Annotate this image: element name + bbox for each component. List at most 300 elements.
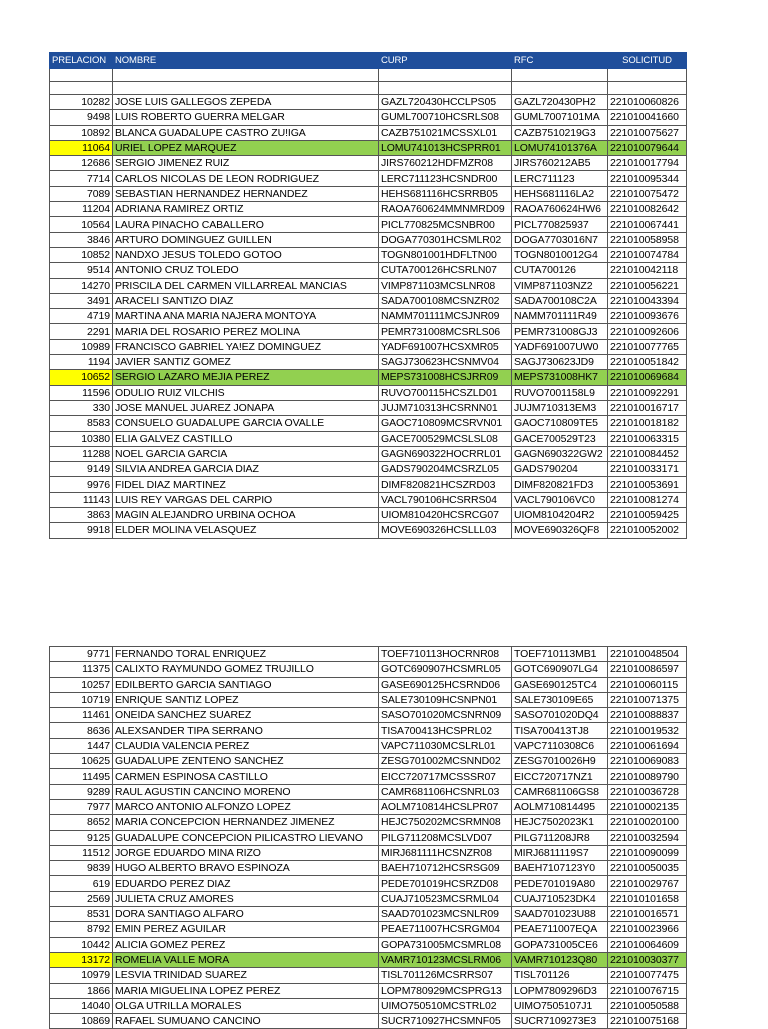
rfc-cell: HEJC7502023K1 xyxy=(512,815,608,830)
solicitud-cell: 221010067441 xyxy=(608,217,687,232)
prelacion-cell: 9918 xyxy=(50,523,113,538)
solicitud-cell: 221010063315 xyxy=(608,431,687,446)
curp-cell: GAGN690322HOCRRL01 xyxy=(379,446,512,461)
prelacion-cell: 10380 xyxy=(50,431,113,446)
nombre-cell: ELIA GALVEZ CASTILLO xyxy=(113,431,379,446)
nombre-cell: LUIS REY VARGAS DEL CARPIO xyxy=(113,492,379,507)
nombre-cell: ELDER MOLINA VELASQUEZ xyxy=(113,523,379,538)
curp-cell: YADF691007HCSXMR05 xyxy=(379,339,512,354)
table-row xyxy=(50,140,687,155)
rfc-cell: HEHS681116LA2 xyxy=(512,186,608,201)
prelacion-cell: 9125 xyxy=(50,830,113,845)
curp-cell: RAOA760624MMNMRD09 xyxy=(379,202,512,217)
table-row xyxy=(50,968,687,983)
rfc-cell: JIRS760212AB5 xyxy=(512,156,608,171)
table-row xyxy=(50,293,687,308)
nombre-cell: SERGIO LAZARO MEJIA PEREZ xyxy=(113,370,379,385)
solicitud-cell: 221010048504 xyxy=(608,647,687,662)
prelacion-cell: 9149 xyxy=(50,462,113,477)
nombre-cell: EMIN PEREZ AGUILAR xyxy=(113,922,379,937)
nombre-cell: JOSE LUIS GALLEGOS ZEPEDA xyxy=(113,95,379,110)
solicitud-cell: 221010052002 xyxy=(608,523,687,538)
rfc-cell: UIMO7505107J1 xyxy=(512,998,608,1013)
prelacion-cell: 11596 xyxy=(50,385,113,400)
rfc-cell: EICC720717NZ1 xyxy=(512,769,608,784)
table-row xyxy=(50,677,687,692)
nombre-cell: ENRIQUE SANTIZ LOPEZ xyxy=(113,692,379,707)
curp-cell: GASE690125HCSRND06 xyxy=(379,677,512,692)
prelacion-cell: 11495 xyxy=(50,769,113,784)
solicitud-cell: 221010051842 xyxy=(608,355,687,370)
prelacion-cell: 330 xyxy=(50,400,113,415)
curp-cell: GAOC710809MCSRVN01 xyxy=(379,416,512,431)
table-row xyxy=(50,891,687,906)
nombre-cell: GUADALUPE CONCEPCION PILICASTRO LIEVANO xyxy=(113,830,379,845)
prelacion-cell: 2291 xyxy=(50,324,113,339)
solicitud-cell: 221010069684 xyxy=(608,370,687,385)
table-row xyxy=(50,876,687,891)
curp-cell: AOLM710814HCSLPR07 xyxy=(379,799,512,814)
table-row xyxy=(50,907,687,922)
table-row xyxy=(50,431,687,446)
table-row xyxy=(50,171,687,186)
prelacion-cell: 10564 xyxy=(50,217,113,232)
table-row xyxy=(50,400,687,415)
rfc-cell: TOGN8010012G4 xyxy=(512,247,608,262)
rfc-cell: VAMR710123Q80 xyxy=(512,952,608,967)
nombre-cell: ARACELI SANTIZO DIAZ xyxy=(113,293,379,308)
solicitud-cell: 221010071375 xyxy=(608,692,687,707)
curp-cell: TOGN801001HDFLTN00 xyxy=(379,247,512,262)
table-row xyxy=(50,861,687,876)
table-row xyxy=(50,355,687,370)
table-row xyxy=(50,647,687,662)
curp-cell: CAMR681106HCSNRL03 xyxy=(379,784,512,799)
prelacion-cell: 619 xyxy=(50,876,113,891)
curp-cell: TOEF710113HOCRNR08 xyxy=(379,647,512,662)
prelacion-cell: 2569 xyxy=(50,891,113,906)
rfc-cell: VAPC7110308C6 xyxy=(512,738,608,753)
solicitud-cell: 221010089790 xyxy=(608,769,687,784)
nombre-cell: PRISCILA DEL CARMEN VILLARREAL MANCIAS xyxy=(113,278,379,293)
curp-cell: MEPS731008HCSJRR09 xyxy=(379,370,512,385)
table-row xyxy=(50,723,687,738)
prelacion-cell: 8792 xyxy=(50,922,113,937)
header-curp: CURP xyxy=(379,53,512,69)
rfc-cell: UIOM8104204R2 xyxy=(512,508,608,523)
solicitud-cell: 221010018182 xyxy=(608,416,687,431)
curp-cell: CAZB751021MCSSXL01 xyxy=(379,125,512,140)
header-prelacion: PRELACION xyxy=(50,53,113,69)
table-row xyxy=(50,309,687,324)
rfc-cell: PICL770825937 xyxy=(512,217,608,232)
nombre-cell: MARIA MIGUELINA LOPEZ PEREZ xyxy=(113,983,379,998)
prelacion-cell: 10869 xyxy=(50,1014,113,1029)
table-row xyxy=(50,692,687,707)
solicitud-cell: 221010030377 xyxy=(608,952,687,967)
rfc-cell: CUTA700126 xyxy=(512,263,608,278)
curp-cell: GOPA731005MCSMRL08 xyxy=(379,937,512,952)
table-row xyxy=(50,370,687,385)
prelacion-cell: 9514 xyxy=(50,263,113,278)
prelacion-cell: 11461 xyxy=(50,708,113,723)
nombre-cell: LUIS ROBERTO GUERRA MELGAR xyxy=(113,110,379,125)
prelacion-cell: 13172 xyxy=(50,952,113,967)
nombre-cell: CALIXTO RAYMUNDO GOMEZ TRUJILLO xyxy=(113,662,379,677)
curp-cell: BAEH710712HCSRSG09 xyxy=(379,861,512,876)
rfc-cell: JUJM710313EM3 xyxy=(512,400,608,415)
curp-cell: EICC720717MCSSSR07 xyxy=(379,769,512,784)
solicitud-cell: 221010060115 xyxy=(608,677,687,692)
curp-cell: CUAJ710523MCSRML04 xyxy=(379,891,512,906)
solicitud-cell: 221010079644 xyxy=(608,140,687,155)
rfc-cell: DIMF820821FD3 xyxy=(512,477,608,492)
rfc-cell: GASE690125TC4 xyxy=(512,677,608,692)
nombre-cell: CARMEN ESPINOSA CASTILLO xyxy=(113,769,379,784)
nombre-cell: ADRIANA RAMIREZ ORTIZ xyxy=(113,202,379,217)
solicitud-cell: 221010032594 xyxy=(608,830,687,845)
solicitud-cell: 221010050035 xyxy=(608,861,687,876)
prelacion-cell: 10719 xyxy=(50,692,113,707)
prelacion-cell: 10442 xyxy=(50,937,113,952)
curp-cell: DIMF820821HCSZRD03 xyxy=(379,477,512,492)
table-row xyxy=(50,769,687,784)
solicitud-cell: 221010058958 xyxy=(608,232,687,247)
rfc-cell: ZESG7010026H9 xyxy=(512,754,608,769)
curp-cell: SUCR710927HCSMNF05 xyxy=(379,1014,512,1029)
curp-cell: VACL790106HCSRRS04 xyxy=(379,492,512,507)
records-table-2 xyxy=(49,646,687,1029)
nombre-cell: SERGIO JIMENEZ RUIZ xyxy=(113,156,379,171)
table-row xyxy=(50,998,687,1013)
nombre-cell: MARCO ANTONIO ALFONZO LOPEZ xyxy=(113,799,379,814)
prelacion-cell: 11064 xyxy=(50,140,113,155)
prelacion-cell: 11375 xyxy=(50,662,113,677)
records-table-1 xyxy=(49,52,687,539)
solicitud-cell: 221010090099 xyxy=(608,845,687,860)
curp-cell: VAMR710123MCSLRM06 xyxy=(379,952,512,967)
nombre-cell: EDILBERTO GARCIA SANTIAGO xyxy=(113,677,379,692)
curp-cell: TISA700413HCSPRL02 xyxy=(379,723,512,738)
rfc-cell: NAMM701111R49 xyxy=(512,309,608,324)
solicitud-cell: 221010002135 xyxy=(608,799,687,814)
solicitud-cell: 221010088837 xyxy=(608,708,687,723)
curp-cell: GUML700710HCSRLS08 xyxy=(379,110,512,125)
table-row xyxy=(50,232,687,247)
rfc-cell: TISA700413TJ8 xyxy=(512,723,608,738)
curp-cell: VIMP871103MCSLNR08 xyxy=(379,278,512,293)
prelacion-cell: 14270 xyxy=(50,278,113,293)
table-row xyxy=(50,845,687,860)
nombre-cell: MARIA CONCEPCION HERNANDEZ JIMENEZ xyxy=(113,815,379,830)
prelacion-cell: 10625 xyxy=(50,754,113,769)
nombre-cell: EDUARDO PEREZ DIAZ xyxy=(113,876,379,891)
rfc-cell: PEMR731008GJ3 xyxy=(512,324,608,339)
curp-cell: NAMM701111MCSJNR09 xyxy=(379,309,512,324)
solicitud-cell: 221010020100 xyxy=(608,815,687,830)
solicitud-cell: 221010029767 xyxy=(608,876,687,891)
solicitud-cell: 221010016571 xyxy=(608,907,687,922)
table-row xyxy=(50,156,687,171)
curp-cell: HEHS681116HCSRRB05 xyxy=(379,186,512,201)
solicitud-cell: 221010076715 xyxy=(608,983,687,998)
nombre-cell: CONSUELO GUADALUPE GARCIA OVALLE xyxy=(113,416,379,431)
prelacion-cell: 1194 xyxy=(50,355,113,370)
rfc-cell: GACE700529T23 xyxy=(512,431,608,446)
solicitud-cell: 221010023966 xyxy=(608,922,687,937)
nombre-cell: ALICIA GOMEZ PEREZ xyxy=(113,937,379,952)
curp-cell: LOPM780929MCSPRG13 xyxy=(379,983,512,998)
solicitud-cell: 221010059425 xyxy=(608,508,687,523)
nombre-cell: ALEXSANDER TIPA SERRANO xyxy=(113,723,379,738)
rfc-cell: TISL701126 xyxy=(512,968,608,983)
nombre-cell: ARTURO DOMINGUEZ GUILLEN xyxy=(113,232,379,247)
table-row xyxy=(50,937,687,952)
prelacion-cell: 10979 xyxy=(50,968,113,983)
prelacion-cell: 10989 xyxy=(50,339,113,354)
solicitud-cell: 221010081274 xyxy=(608,492,687,507)
solicitud-cell: 221010016717 xyxy=(608,400,687,415)
curp-cell: TISL701126MCSRRS07 xyxy=(379,968,512,983)
solicitud-cell: 221010084452 xyxy=(608,446,687,461)
table-row xyxy=(50,784,687,799)
solicitud-cell: 221010075472 xyxy=(608,186,687,201)
solicitud-cell: 221010082642 xyxy=(608,202,687,217)
prelacion-cell: 14040 xyxy=(50,998,113,1013)
curp-cell: GAZL720430HCCLPS05 xyxy=(379,95,512,110)
prelacion-cell: 8583 xyxy=(50,416,113,431)
rfc-cell: BAEH7107123Y0 xyxy=(512,861,608,876)
table-row xyxy=(50,523,687,538)
curp-cell: SADA700108MCSNZR02 xyxy=(379,293,512,308)
curp-cell: GOTC690907HCSMRL05 xyxy=(379,662,512,677)
nombre-cell: LAURA PINACHO CABALLERO xyxy=(113,217,379,232)
header-nombre: NOMBRE xyxy=(113,53,379,69)
rfc-cell: LOPM7809296D3 xyxy=(512,983,608,998)
nombre-cell: JULIETA CRUZ AMORES xyxy=(113,891,379,906)
nombre-cell: NANDXO JESUS TOLEDO GOTOO xyxy=(113,247,379,262)
rfc-cell: SASO701020DQ4 xyxy=(512,708,608,723)
rfc-cell: VIMP871103NZ2 xyxy=(512,278,608,293)
curp-cell: PILG711208MCSLVD07 xyxy=(379,830,512,845)
solicitud-cell: 221010043394 xyxy=(608,293,687,308)
prelacion-cell: 7977 xyxy=(50,799,113,814)
nombre-cell: URIEL LOPEZ MARQUEZ xyxy=(113,140,379,155)
solicitud-cell: 221010077765 xyxy=(608,339,687,354)
nombre-cell: HUGO ALBERTO BRAVO ESPINOZA xyxy=(113,861,379,876)
solicitud-cell: 221010101658 xyxy=(608,891,687,906)
rfc-cell: RAOA760624HW6 xyxy=(512,202,608,217)
prelacion-cell: 12686 xyxy=(50,156,113,171)
header-row xyxy=(50,53,687,69)
table-row xyxy=(50,95,687,110)
solicitud-cell: 221010092291 xyxy=(608,385,687,400)
solicitud-cell: 221010033171 xyxy=(608,462,687,477)
prelacion-cell: 9771 xyxy=(50,647,113,662)
table-row xyxy=(50,186,687,201)
curp-cell: GACE700529MCSLSL08 xyxy=(379,431,512,446)
solicitud-cell: 221010095344 xyxy=(608,171,687,186)
table-row xyxy=(50,110,687,125)
curp-cell: ZESG701002MCSNND02 xyxy=(379,754,512,769)
prelacion-cell: 1447 xyxy=(50,738,113,753)
solicitud-cell: 221010092606 xyxy=(608,324,687,339)
rfc-cell: MIRJ6811119S7 xyxy=(512,845,608,860)
prelacion-cell: 1866 xyxy=(50,983,113,998)
solicitud-cell: 221010060826 xyxy=(608,95,687,110)
nombre-cell: CLAUDIA VALENCIA PEREZ xyxy=(113,738,379,753)
nombre-cell: JOSE MANUEL JUAREZ JONAPA xyxy=(113,400,379,415)
rfc-cell: PEAE711007EQA xyxy=(512,922,608,937)
solicitud-cell: 221010053691 xyxy=(608,477,687,492)
rfc-cell: GAOC710809TE5 xyxy=(512,416,608,431)
rfc-cell: RUVO7001158L9 xyxy=(512,385,608,400)
rfc-cell: SUCR7109273E3 xyxy=(512,1014,608,1029)
table-row xyxy=(50,738,687,753)
nombre-cell: ONEIDA SANCHEZ SUAREZ xyxy=(113,708,379,723)
solicitud-cell: 221010036728 xyxy=(608,784,687,799)
nombre-cell: JORGE EDUARDO MINA RIZO xyxy=(113,845,379,860)
solicitud-cell: 221010086597 xyxy=(608,662,687,677)
nombre-cell: ANTONIO CRUZ TOLEDO xyxy=(113,263,379,278)
solicitud-cell: 221010050588 xyxy=(608,998,687,1013)
rfc-cell: SAGJ730623JD9 xyxy=(512,355,608,370)
nombre-cell: RAUL AGUSTIN CANCINO MORENO xyxy=(113,784,379,799)
prelacion-cell: 11512 xyxy=(50,845,113,860)
solicitud-cell: 221010074784 xyxy=(608,247,687,262)
curp-cell: MIRJ681111HCSNZR08 xyxy=(379,845,512,860)
table-row xyxy=(50,952,687,967)
table-row xyxy=(50,278,687,293)
curp-cell: PEDE701019HCSRZD08 xyxy=(379,876,512,891)
rfc-cell: GAZL720430PH2 xyxy=(512,95,608,110)
rfc-cell: CUAJ710523DK4 xyxy=(512,891,608,906)
table-row xyxy=(50,799,687,814)
solicitud-cell: 221010075168 xyxy=(608,1014,687,1029)
nombre-cell: MAGIN ALEJANDRO URBINA OCHOA xyxy=(113,508,379,523)
blank-row xyxy=(50,69,687,82)
table-row xyxy=(50,217,687,232)
curp-cell: CUTA700126HCSRLN07 xyxy=(379,263,512,278)
rfc-cell: GOPA731005CE6 xyxy=(512,937,608,952)
solicitud-cell: 221010077475 xyxy=(608,968,687,983)
solicitud-cell: 221010017794 xyxy=(608,156,687,171)
rfc-cell: GAGN690322GW2 xyxy=(512,446,608,461)
nombre-cell: ODULIO RUIZ VILCHIS xyxy=(113,385,379,400)
rfc-cell: DOGA7703016N7 xyxy=(512,232,608,247)
prelacion-cell: 9498 xyxy=(50,110,113,125)
prelacion-cell: 4719 xyxy=(50,309,113,324)
nombre-cell: GUADALUPE ZENTENO SANCHEZ xyxy=(113,754,379,769)
curp-cell: LOMU741013HCSPRR01 xyxy=(379,140,512,155)
rfc-cell: YADF691007UW0 xyxy=(512,339,608,354)
prelacion-cell: 7714 xyxy=(50,171,113,186)
nombre-cell: SEBASTIAN HERNANDEZ HERNANDEZ xyxy=(113,186,379,201)
curp-cell: SAAD701023MCSNLR09 xyxy=(379,907,512,922)
solicitud-cell: 221010056221 xyxy=(608,278,687,293)
curp-cell: RUVO700115HCSZLD01 xyxy=(379,385,512,400)
rfc-cell: SAAD701023U88 xyxy=(512,907,608,922)
nombre-cell: DORA SANTIAGO ALFARO xyxy=(113,907,379,922)
table-row xyxy=(50,462,687,477)
rfc-cell: SALE730109E65 xyxy=(512,692,608,707)
table-row xyxy=(50,1014,687,1029)
rfc-cell: SADA700108C2A xyxy=(512,293,608,308)
prelacion-cell: 3863 xyxy=(50,508,113,523)
table-row xyxy=(50,385,687,400)
table-row xyxy=(50,324,687,339)
table-row xyxy=(50,339,687,354)
prelacion-cell: 10892 xyxy=(50,125,113,140)
rfc-cell: PEDE701019A80 xyxy=(512,876,608,891)
prelacion-cell: 9289 xyxy=(50,784,113,799)
solicitud-cell: 221010069083 xyxy=(608,754,687,769)
nombre-cell: JAVIER SANTIZ GOMEZ xyxy=(113,355,379,370)
table-row xyxy=(50,477,687,492)
nombre-cell: OLGA UTRILLA MORALES xyxy=(113,998,379,1013)
nombre-cell: BLANCA GUADALUPE CASTRO ZU!IGA xyxy=(113,125,379,140)
table-row xyxy=(50,446,687,461)
prelacion-cell: 8531 xyxy=(50,907,113,922)
rfc-cell: GADS790204 xyxy=(512,462,608,477)
prelacion-cell: 8636 xyxy=(50,723,113,738)
nombre-cell: RAFAEL SUMUANO CANCINO xyxy=(113,1014,379,1029)
prelacion-cell: 11288 xyxy=(50,446,113,461)
prelacion-cell: 11204 xyxy=(50,202,113,217)
rfc-cell: LERC711123 xyxy=(512,171,608,186)
curp-cell: SALE730109HCSNPN01 xyxy=(379,692,512,707)
table-row xyxy=(50,922,687,937)
rfc-cell: LOMU74101376A xyxy=(512,140,608,155)
nombre-cell: FIDEL DIAZ MARTINEZ xyxy=(113,477,379,492)
curp-cell: VAPC711030MCSLRL01 xyxy=(379,738,512,753)
rfc-cell: MEPS731008HK7 xyxy=(512,370,608,385)
nombre-cell: ROMELIA VALLE MORA xyxy=(113,952,379,967)
rfc-cell: PILG711208JR8 xyxy=(512,830,608,845)
rfc-cell: CAMR681106GS8 xyxy=(512,784,608,799)
curp-cell: PICL770825MCSNBR00 xyxy=(379,217,512,232)
table-row xyxy=(50,508,687,523)
table-row xyxy=(50,830,687,845)
header-solicitud: SOLICITUD xyxy=(608,53,687,69)
curp-cell: MOVE690326HCSLLL03 xyxy=(379,523,512,538)
nombre-cell: CARLOS NICOLAS DE LEON RODRIGUEZ xyxy=(113,171,379,186)
solicitud-cell: 221010019532 xyxy=(608,723,687,738)
solicitud-cell: 221010061694 xyxy=(608,738,687,753)
table-row xyxy=(50,247,687,262)
table-row xyxy=(50,202,687,217)
prelacion-cell: 9839 xyxy=(50,861,113,876)
prelacion-cell: 11143 xyxy=(50,492,113,507)
nombre-cell: MARTINA ANA MARIA NAJERA MONTOYA xyxy=(113,309,379,324)
nombre-cell: NOEL GARCIA GARCIA xyxy=(113,446,379,461)
nombre-cell: LESVIA TRINIDAD SUAREZ xyxy=(113,968,379,983)
prelacion-cell: 10257 xyxy=(50,677,113,692)
blank-row xyxy=(50,82,687,95)
table-row xyxy=(50,416,687,431)
prelacion-cell: 10282 xyxy=(50,95,113,110)
curp-cell: HEJC750202MCSRMN08 xyxy=(379,815,512,830)
nombre-cell: SILVIA ANDREA GARCIA DIAZ xyxy=(113,462,379,477)
solicitud-cell: 221010041660 xyxy=(608,110,687,125)
curp-cell: JIRS760212HDFMZR08 xyxy=(379,156,512,171)
curp-cell: UIOM810420HCSRCG07 xyxy=(379,508,512,523)
rfc-cell: TOEF710113MB1 xyxy=(512,647,608,662)
nombre-cell: FRANCISCO GABRIEL YA!EZ DOMINGUEZ xyxy=(113,339,379,354)
curp-cell: UIMO750510MCSTRL02 xyxy=(379,998,512,1013)
prelacion-cell: 9976 xyxy=(50,477,113,492)
curp-cell: JUJM710313HCSRNN01 xyxy=(379,400,512,415)
